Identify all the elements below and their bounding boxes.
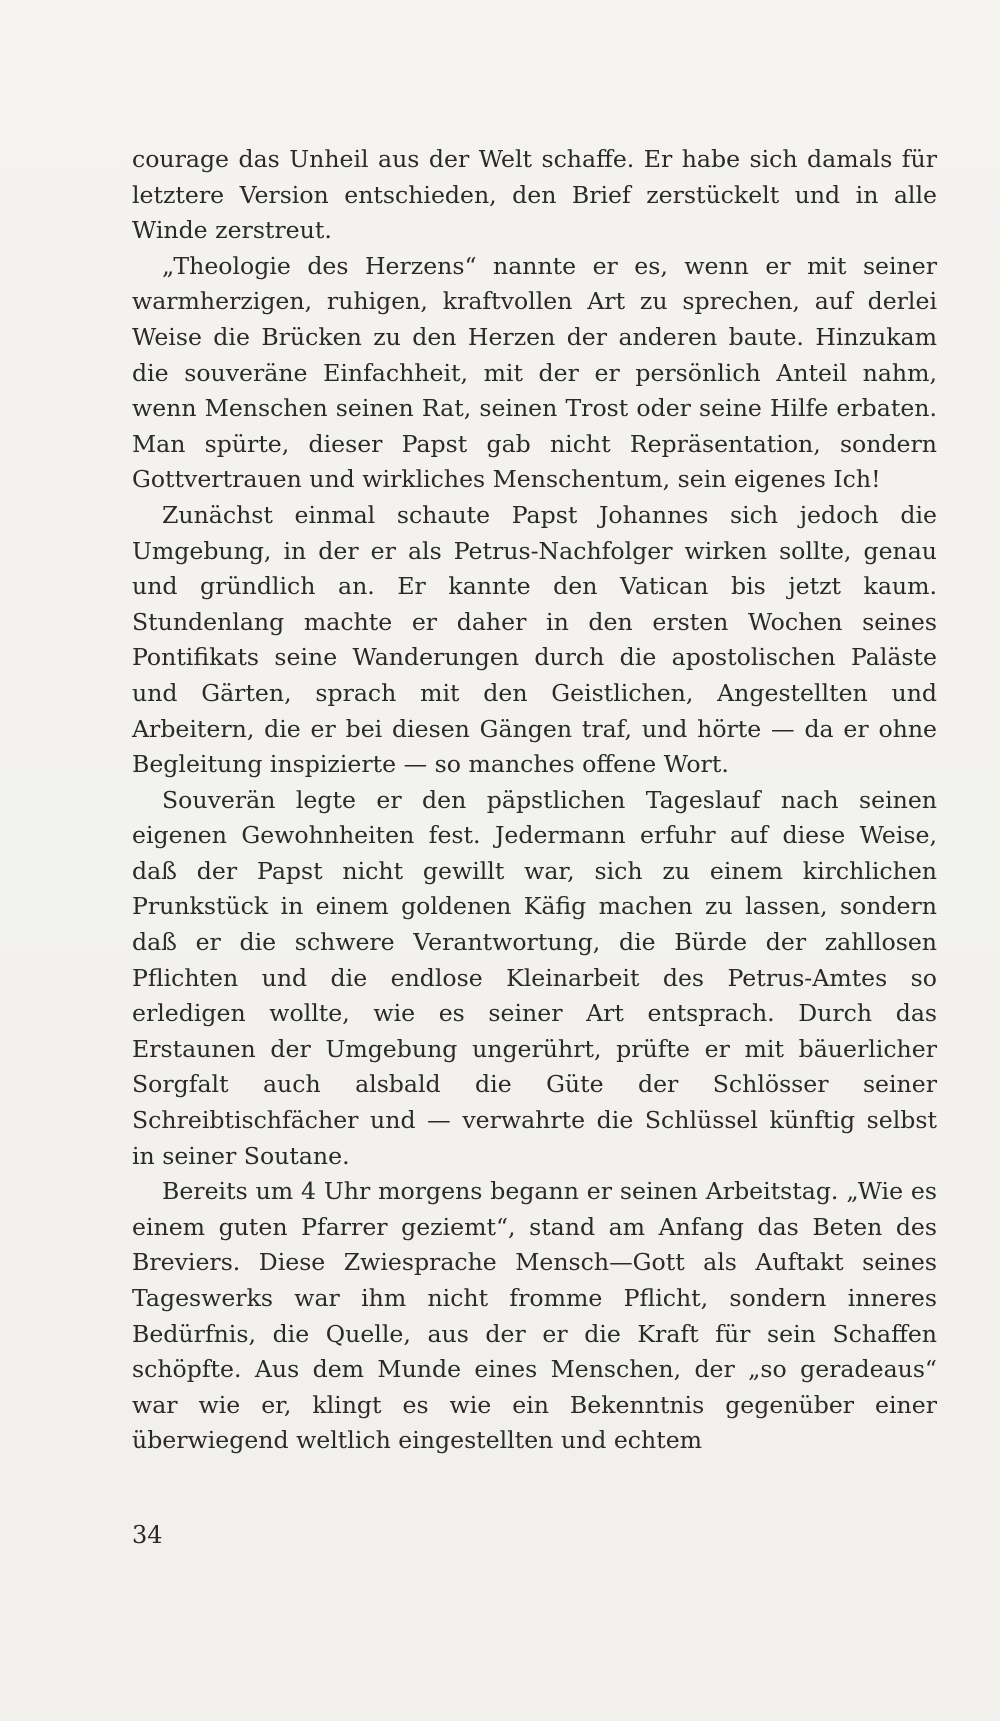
paragraph-2: „Theologie des Herzens“ nannte er es, wenn er mit seiner warmherzigen, ruhigen, kraftvollen Art zu sprechen, auf derlei Weise die Brücken zu den Herzen der anderen baute. Hinzukam die souveräne Einfachheit, mit der er persönlich Anteil nahm, wenn Menschen seinen Rat, seinen Trost oder seine Hilfe erbaten. Man spürte, dieser Papst gab nicht Repräsentation, sondern Gottvertrauen und wirkliches Menschentum, sein eigenes Ich! bbox=[132, 251, 937, 494]
page-number: 34 bbox=[132, 1521, 163, 1549]
paragraph-1: courage das Unheil aus der Welt schaffe. Er habe sich damals für letztere Version entschieden, den Brief zerstückelt und in alle Winde zerstreut. bbox=[132, 145, 937, 245]
paragraph-5: Bereits um 4 Uhr morgens begann er seinen Arbeitstag. „Wie es einem guten Pfarrer geziemt“, stand am Anfang das Beten des Breviers. Diese Zwiesprache Mensch—Gott als Auftakt seines Tageswerks war ihm nicht fromme Pflicht, sondern inneres Bedürfnis, die Quelle, aus der er die Kraft für sein Schaffen schöpfte. Aus dem Munde eines Menschen, der „so geradeaus“ war wie er, klingt es wie ein Bekenntnis gegenüber einer überwiegend weltlich eingestellten und echtem bbox=[132, 1177, 937, 1455]
paragraph-4: Souverän legte er den päpstlichen Tageslauf nach seinen eigenen Gewohnheiten fest. Jedermann erfuhr auf diese Weise, daß der Papst nicht gewillt war, sich zu einem kirchlichen Prunkstück in einem goldenen Käfig machen zu lassen, sondern daß er die schwere Verantwortung, die Bürde der zahllosen Pflichten und die endlose Kleinarbeit des Petrus-Amtes so erledigen wollte, wie es seiner Art entsprach. Durch das Erstaunen der Umgebung ungerührt, prüfte er mit bäuerlicher Sorgfalt auch alsbald die Güte der Schlösser seiner Schreibtischfächer und — verwahrte die Schlüssel künftig selbst in seiner Soutane. bbox=[132, 785, 937, 1170]
body-text bbox=[132, 142, 937, 1459]
paragraph-3: Zunächst einmal schaute Papst Johannes sich jedoch die Umgebung, in der er als Petrus-Nachfolger wirken sollte, genau und gründlich an. Er kannte den Vatican bis jetzt kaum. Stundenlang machte er daher in den ersten Wochen seines Pontifikats seine Wanderungen durch die apostolischen Paläste und Gärten, sprach mit den Geistlichen, Angestellten und Arbeitern, die er bei diesen Gängen traf, und hörte — da er ohne Begleitung inspizierte — so manches offene Wort. bbox=[132, 500, 937, 779]
